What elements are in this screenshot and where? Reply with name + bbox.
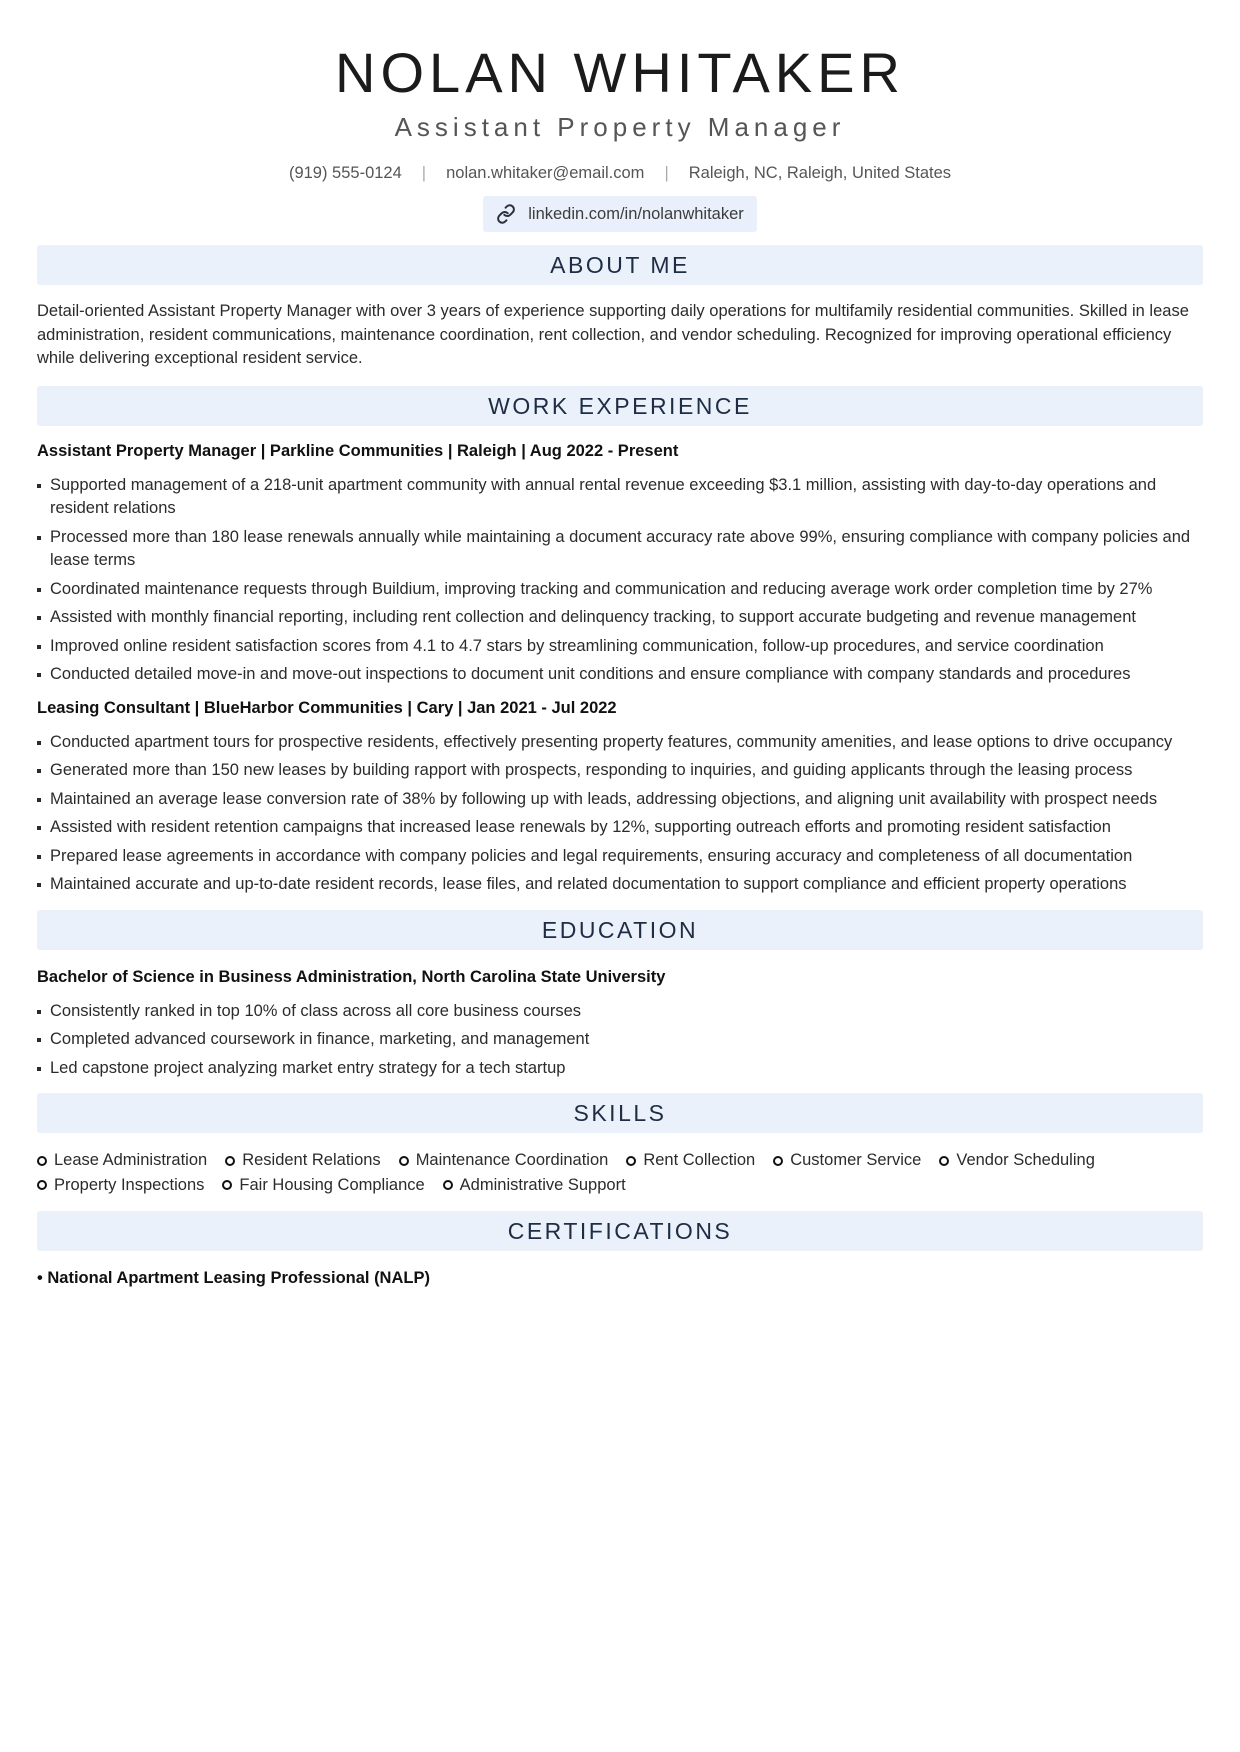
skill-tag bbox=[399, 1149, 609, 1173]
circle-bullet-icon bbox=[222, 1180, 232, 1190]
location-text: Raleigh, NC, Raleigh, United States bbox=[688, 164, 952, 182]
list-item: Prepared lease agreements in accordance with company policies and legal requirements, ensuring accuracy and completeness of all documentation bbox=[37, 845, 1203, 869]
job-entry bbox=[37, 697, 1203, 897]
skill-label: Fair Housing Compliance bbox=[239, 1175, 425, 1194]
certification-item: • National Apartment Leasing Professional (NALP) bbox=[37, 1269, 430, 1287]
skill-label: Resident Relations bbox=[242, 1151, 381, 1169]
certifications-section bbox=[37, 1211, 1203, 1289]
list-item: Processed more than 180 lease renewals annually while maintaining a document accuracy rate above 99%, ensuring compliance with company policies and lease terms bbox=[37, 526, 1203, 573]
job-title: Assistant Property Manager | Parkline Communities | Raleigh | Aug 2022 - Present bbox=[37, 441, 679, 460]
skill-label: Property Inspections bbox=[54, 1175, 205, 1194]
about-section bbox=[37, 245, 1203, 371]
skill-label: Maintenance Coordination bbox=[415, 1151, 609, 1169]
job-title: Leasing Consultant | BlueHarbor Communities | Cary | Jan 2021 - Jul 2022 bbox=[37, 698, 617, 717]
skill-label: Lease Administration bbox=[54, 1151, 208, 1169]
list-item: Conducted detailed move-in and move-out inspections to document unit conditions and ensure compliance with company standards and procedures bbox=[37, 663, 1203, 687]
section-heading-about: ABOUT ME bbox=[37, 245, 1203, 285]
list-item: Led capstone project analyzing market entry strategy for a tech startup bbox=[37, 1057, 1203, 1081]
list-item: Assisted with resident retention campaigns that increased lease renewals by 12%, supporting outreach efforts and promoting resident satisfaction bbox=[37, 816, 1203, 840]
list-item: Assisted with monthly financial reporting, including rent collection and delinquency tracking, to support accurate budgeting and revenue management bbox=[37, 606, 1203, 630]
circle-bullet-icon bbox=[225, 1156, 235, 1166]
phone-number[interactable]: (919) 555-0124 bbox=[288, 164, 402, 182]
list-item: Consistently ranked in top 10% of class across all core business courses bbox=[37, 1000, 1203, 1024]
job-entry bbox=[37, 440, 1203, 687]
linkedin-link[interactable] bbox=[483, 196, 757, 232]
list-item: Maintained accurate and up-to-date resident records, lease files, and related documentation to support compliance and efficient property operations bbox=[37, 873, 1203, 897]
skill-label: Customer Service bbox=[790, 1151, 922, 1169]
circle-bullet-icon bbox=[443, 1180, 453, 1190]
skill-tag bbox=[37, 1149, 207, 1173]
candidate-role: Assistant Property Manager bbox=[394, 112, 846, 142]
list-item: Maintained an average lease conversion rate of 38% by following up with leads, addressing objections, and aligning unit availability with prospect needs bbox=[37, 788, 1203, 812]
linkedin-url: linkedin.com/in/nolanwhitaker bbox=[528, 205, 744, 223]
circle-bullet-icon bbox=[773, 1156, 783, 1166]
job-bullets bbox=[37, 474, 1203, 687]
link-icon bbox=[496, 204, 516, 224]
skill-tag bbox=[939, 1149, 1095, 1173]
list-item: Improved online resident satisfaction scores from 4.1 to 4.7 stars by streamlining communication, follow-up procedures, and service coordination bbox=[37, 635, 1203, 659]
section-heading-skills: SKILLS bbox=[37, 1093, 1203, 1133]
skills-section bbox=[37, 1093, 1203, 1197]
education-section bbox=[37, 910, 1203, 1081]
circle-bullet-icon bbox=[37, 1156, 47, 1166]
list-item: Conducted apartment tours for prospective residents, effectively presenting property features, community amenities, and lease options to drive occupancy bbox=[37, 731, 1203, 755]
skill-label: Administrative Support bbox=[459, 1175, 626, 1194]
skill-tag bbox=[37, 1174, 204, 1198]
skill-label: Rent Collection bbox=[643, 1151, 756, 1169]
about-text: Detail-oriented Assistant Property Manager with over 3 years of experience supporting daily operations for multifamily residential communities. Skilled in lease administration, resident communications, maintenance coordination, rent collection, and vendor scheduling. Recognized for improving operational efficiency while delivering exceptional resident service. bbox=[37, 302, 1189, 367]
linkedin-row bbox=[37, 196, 1203, 232]
circle-bullet-icon bbox=[939, 1156, 949, 1166]
circle-bullet-icon bbox=[37, 1180, 47, 1190]
contact-row bbox=[37, 162, 1203, 184]
skill-label: Vendor Scheduling bbox=[956, 1151, 1095, 1169]
work-experience-section bbox=[37, 386, 1203, 897]
list-item: Completed advanced coursework in finance, marketing, and management bbox=[37, 1028, 1203, 1052]
candidate-name: NOLAN WHITAKER bbox=[335, 41, 905, 104]
contact-separator: | bbox=[421, 164, 427, 182]
circle-bullet-icon bbox=[399, 1156, 409, 1166]
job-bullets bbox=[37, 731, 1203, 897]
section-heading-work: WORK EXPERIENCE bbox=[37, 386, 1203, 426]
contact-separator: | bbox=[664, 164, 669, 182]
skill-tag bbox=[773, 1149, 921, 1173]
education-bullets bbox=[37, 1000, 1203, 1081]
list-item: Generated more than 150 new leases by building rapport with prospects, responding to inquiries, and guiding applicants through the leasing process bbox=[37, 759, 1203, 783]
skill-tag bbox=[626, 1149, 755, 1173]
skill-tag bbox=[222, 1174, 424, 1198]
skill-tag bbox=[225, 1149, 381, 1173]
skills-list bbox=[37, 1149, 1203, 1197]
degree-title: Bachelor of Science in Business Administration, North Carolina State University bbox=[37, 967, 666, 986]
list-item: Coordinated maintenance requests through Buildium, improving tracking and communication and reducing average work order completion time by 27% bbox=[37, 578, 1203, 602]
section-heading-certifications: CERTIFICATIONS bbox=[37, 1211, 1203, 1251]
section-heading-education: EDUCATION bbox=[37, 910, 1203, 950]
skill-tag bbox=[443, 1174, 626, 1198]
list-item: Supported management of a 218-unit apartment community with annual rental revenue exceeding $3.1 million, assisting with day-to-day operations and resident relations bbox=[37, 474, 1203, 521]
circle-bullet-icon bbox=[626, 1156, 636, 1166]
email-address[interactable]: nolan.whitaker@email.com bbox=[446, 164, 645, 182]
